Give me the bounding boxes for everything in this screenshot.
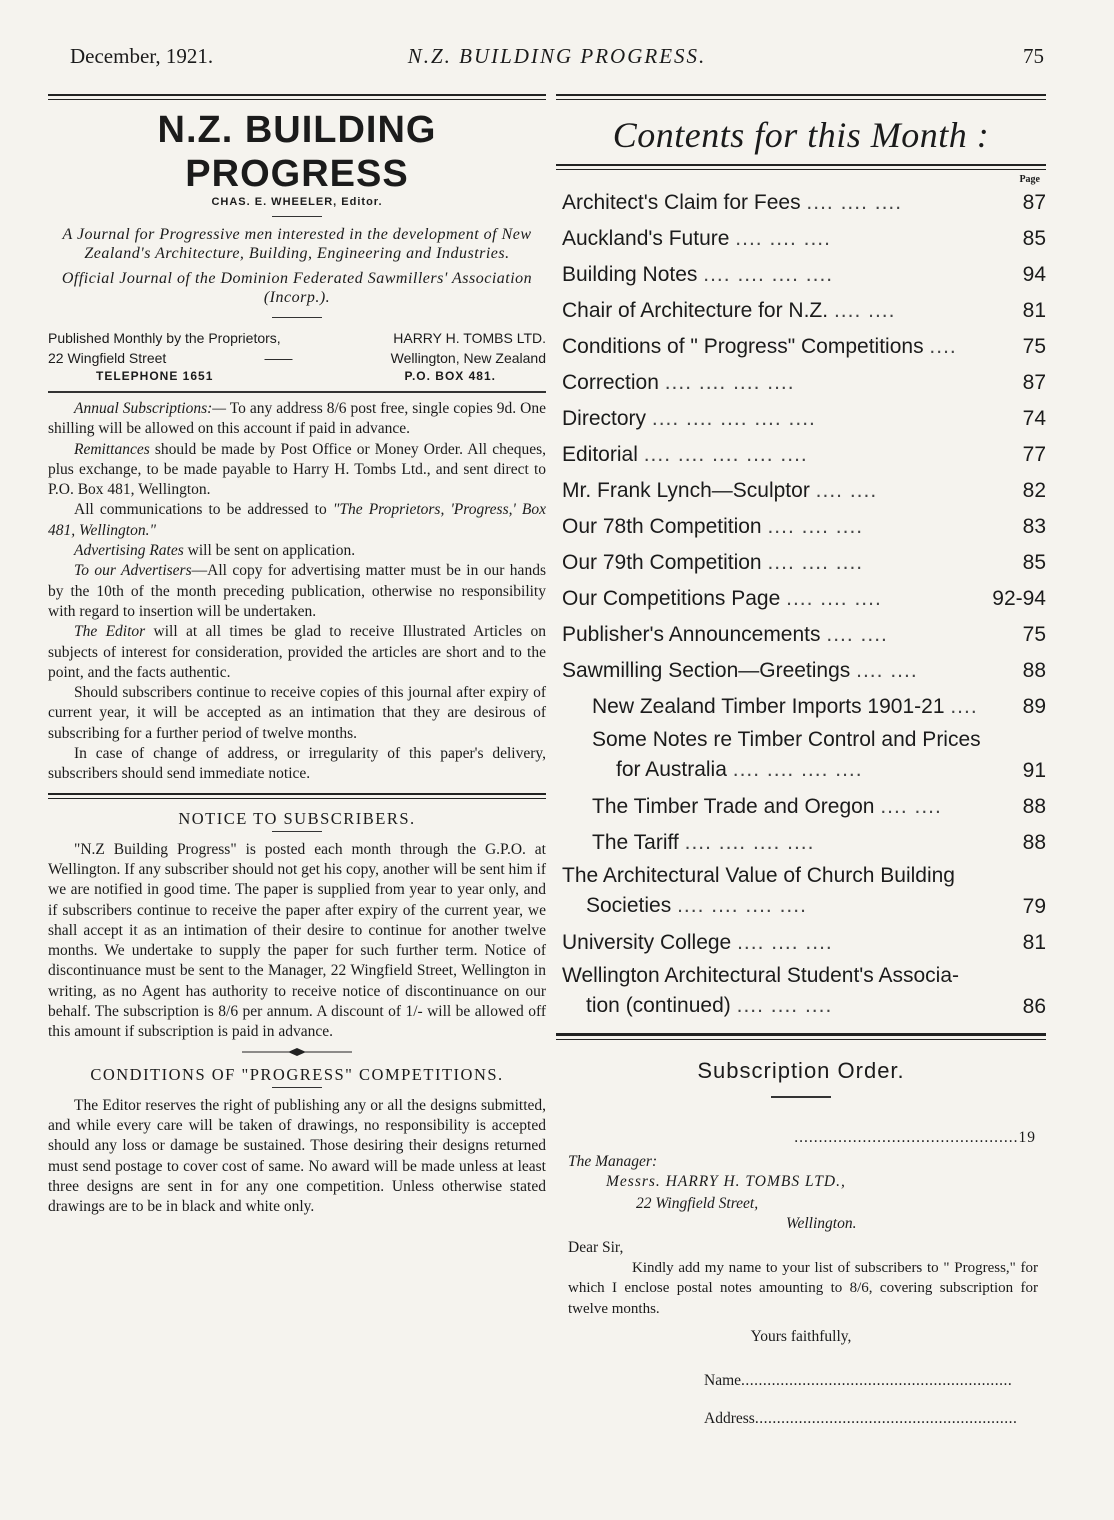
diamond-rule-icon — [242, 1047, 352, 1057]
entry-title-text: The Architectural Value of Church Building — [562, 864, 955, 887]
addressee-street: 22 Wingfield Street, — [636, 1195, 759, 1212]
entry-leader-dots: .... — [950, 695, 978, 718]
contents-entry — [556, 689, 1046, 725]
contents-entry — [556, 825, 1046, 861]
contents-entry-page: 77 — [1022, 443, 1046, 466]
journal-tagline: A Journal for Progressive men interested in the development of New Zealand's Architecture, Building, Engineering and Industries. — [62, 226, 532, 262]
advertising-text: will be sent on application. — [183, 542, 356, 560]
publisher-city: Wellington, New Zealand — [390, 350, 546, 366]
contents-entry — [556, 221, 1046, 257]
contents-entry-title — [562, 221, 990, 257]
contents-entry-page: 85 — [1022, 227, 1046, 250]
publisher-street: 22 Wingfield Street — [48, 350, 167, 366]
contents-entry-title — [562, 653, 990, 689]
contents-entry — [556, 437, 1046, 473]
contents-entry-title — [562, 961, 990, 1021]
entry-leader-dots: .... .... .... — [767, 551, 864, 574]
entry-leader-dots: .... .... .... — [735, 227, 831, 250]
entry-title-text: Our Competitions Page — [562, 587, 781, 610]
contents-entry-page: 75 — [1022, 623, 1046, 646]
contents-entry-page: 81 — [1022, 299, 1046, 322]
communications-paragraph — [48, 500, 546, 541]
entry-leader-dots: .... .... .... — [736, 994, 833, 1017]
running-head — [70, 44, 1044, 74]
editor-credit: CHAS. E. WHEELER, Editor. — [211, 196, 383, 208]
publisher-line — [48, 328, 546, 348]
telephone: TELEPHONE 1651 — [96, 369, 214, 383]
contents-entry-page: 75 — [1022, 335, 1046, 358]
contents-entry — [556, 257, 1046, 293]
entry-leader-dots: .... .... .... .... — [684, 831, 815, 854]
contents-top-rule — [556, 94, 1046, 100]
entry-title-text: Directory — [562, 407, 647, 430]
subscription-form — [556, 1128, 1046, 1429]
name-label: Name — [704, 1371, 742, 1389]
entry-leader-dots: .... .... .... — [806, 191, 903, 214]
contents-entry — [556, 401, 1046, 437]
entry-title-text: Chair of Architecture for N.Z. — [562, 299, 829, 322]
entry-leader-dots: .... .... — [833, 299, 896, 322]
renewal-paragraph: Should subscribers continue to receive copies of this journal after expiry of current year, it will be accepted as an intimation that they are desirous of subscribing for a further period of twelve months. — [48, 684, 546, 742]
contents-entry-page: 79 — [1022, 895, 1046, 918]
entry-leader-dots: .... .... — [815, 479, 878, 502]
contents-entry-page: 87 — [1022, 371, 1046, 394]
contents-entry — [556, 581, 1046, 617]
date-line: ..............................................19 — [794, 1129, 1036, 1146]
contents-entry-title — [562, 293, 990, 329]
journal-running-title: N.Z. BUILDING PROGRESS. — [407, 44, 707, 68]
contents-entry-page: 88 — [1022, 831, 1046, 854]
contents-entry — [556, 545, 1046, 581]
communications-address: "The Proprietors, 'Progress,' Box 481, Wellington." — [48, 501, 547, 539]
entry-title-text: Some Notes re Timber Control and Prices — [592, 728, 981, 751]
contents-entry — [556, 185, 1046, 221]
contents-entry-page: 83 — [1022, 515, 1046, 538]
advertisers-paragraph — [48, 561, 546, 622]
subscriptions-paragraph — [48, 399, 546, 440]
contents-entry-title — [562, 257, 990, 293]
contents-list — [556, 185, 1046, 1025]
entry-title-continuation: Societies — [586, 894, 672, 917]
contents-entry — [556, 473, 1046, 509]
contents-entry — [556, 925, 1046, 961]
entry-title-continuation: for Australia — [616, 758, 727, 781]
entry-title-text: Auckland's Future — [562, 227, 730, 250]
entry-title-text: Building Notes — [562, 263, 698, 286]
entry-leader-dots: .... .... .... .... — [703, 263, 834, 286]
contents-entry-page: 81 — [1022, 931, 1046, 954]
entry-title-text: Editorial — [562, 443, 638, 466]
contents-entry — [556, 861, 1046, 925]
contents-entry-page: 74 — [1022, 407, 1046, 430]
entry-leader-dots: .... .... — [826, 623, 888, 646]
divider — [272, 216, 322, 217]
contents-entry-title — [562, 925, 990, 961]
divider — [272, 831, 322, 832]
contents-entry-page: 86 — [1022, 995, 1046, 1018]
official-journal-note: Official Journal of the Dominion Federated Sawmillers' Association (Incorp.). — [61, 270, 533, 306]
right-column — [556, 94, 1046, 1429]
divider — [272, 1087, 322, 1088]
contents-entry — [556, 725, 1046, 789]
address-change-paragraph: In case of change of address, or irregularity of this paper's delivery, subscribers should send immediate notice. — [48, 745, 546, 783]
contents-entry-title — [562, 509, 990, 545]
contents-entry-title — [562, 329, 990, 365]
contents-entry — [556, 789, 1046, 825]
entry-leader-dots: .... .... — [880, 795, 942, 818]
entry-title-text: New Zealand Timber Imports 1901-21 — [592, 695, 945, 718]
divider — [771, 1096, 831, 1098]
editor-text: will at all times be glad to receive Illustrated Articles on subjects of interest for consideration, provided the articles are short and to the point, and the facts authentic. — [48, 623, 547, 681]
section-rule — [48, 793, 546, 799]
contents-entry-page: 85 — [1022, 551, 1046, 574]
masthead-title: N.Z. BUILDING PROGRESS — [157, 109, 437, 195]
remittances-text: should be made by Post Office or Money Order. All cheques, plus exchange, to be made payable to Harry H. Tombs Ltd., and sent direct to P.O. Box 481, Wellington. — [48, 440, 546, 499]
conditions-heading: CONDITIONS OF "PROGRESS" COMPETITIONS. — [90, 1064, 504, 1084]
remittances-lead: Remittances — [74, 440, 150, 458]
communications-text: All communications to be addressed to — [74, 501, 333, 519]
addressee-label: The Manager: — [568, 1153, 658, 1170]
address-dash: —— — [264, 350, 293, 366]
entry-leader-dots: .... .... .... .... — [732, 758, 863, 781]
contents-entry-page: 89 — [1022, 695, 1046, 718]
advertising-paragraph — [48, 541, 546, 561]
publisher-name: HARRY H. TOMBS LTD. — [393, 330, 546, 346]
entry-leader-dots: .... .... — [856, 659, 918, 682]
contents-entry-title — [562, 185, 990, 221]
addressee-city: Wellington. — [786, 1215, 857, 1232]
entry-title-text: The Timber Trade and Oregon — [592, 795, 875, 818]
advertisers-text: —All copy for advertising matter must be in our hands by the 10th of the month preceding publication, otherwise no responsibility with regard to insertion will be undertaken. — [48, 562, 546, 620]
entry-title-text: Correction — [562, 371, 659, 394]
editor-paragraph — [48, 622, 546, 683]
advertising-lead: Advertising Rates — [74, 542, 184, 560]
issue-date: December, 1921. — [70, 44, 214, 68]
contents-entry-title — [592, 689, 990, 725]
salutation: Dear Sir, — [568, 1239, 624, 1256]
contents-entry — [556, 509, 1046, 545]
contents-entry-page: 88 — [1022, 795, 1046, 818]
page-number: 75 — [1023, 44, 1044, 68]
contents-entry-page: 91 — [1022, 759, 1046, 782]
order-body: Kindly add my name to your list of subscribers to " Progress," for which I enclose postal notes amounting to 8/6, covering subscription for twelve months. — [568, 1260, 1038, 1317]
entry-leader-dots: .... .... .... .... .... — [651, 407, 816, 430]
contents-entry — [556, 329, 1046, 365]
page-column-header: Page — [1019, 174, 1040, 185]
entry-title-text: Wellington Architectural Student's Associa- — [562, 964, 959, 987]
contents-bottom-rule — [556, 1033, 1046, 1040]
entry-title-text: Our 79th Competition — [562, 551, 762, 574]
entry-leader-dots: .... .... .... — [737, 931, 833, 954]
entry-leader-dots: .... .... .... .... — [664, 371, 795, 394]
contents-entry-title — [592, 725, 990, 785]
entry-title-text: Sawmilling Section—Greetings — [562, 659, 851, 682]
entry-title-text: Mr. Frank Lynch—Sculptor — [562, 479, 810, 502]
divider — [272, 317, 322, 318]
advertisers-lead: To our Advertisers — [74, 562, 192, 580]
contents-entry-title — [562, 401, 990, 437]
contents-entry-page: 87 — [1022, 191, 1046, 214]
closing: Yours faithfully, — [750, 1327, 852, 1345]
entry-title-text: University College — [562, 931, 732, 954]
contents-entry-page: 94 — [1022, 263, 1046, 286]
contents-entry-title — [592, 825, 990, 861]
subscriptions-lead: Annual Subscriptions:— — [74, 400, 227, 417]
contents-entry-title — [562, 545, 990, 581]
po-box: P.O. BOX 481. — [404, 369, 496, 383]
contents-title-rule — [556, 164, 1046, 170]
contents-entry — [556, 365, 1046, 401]
address-label: Address — [704, 1409, 755, 1427]
entry-leader-dots: .... .... .... — [767, 515, 864, 538]
published-label: Published Monthly by the Proprietors, — [48, 330, 281, 346]
divider — [48, 391, 546, 393]
editor-lead: The Editor — [74, 623, 146, 641]
subscriptions-text: To any address 8/6 post free, single copies 9d. One shilling will be allowed on this account if paid in advance. — [48, 400, 546, 438]
contents-entry-page: 92-94 — [992, 587, 1046, 610]
entry-leader-dots: .... .... .... .... — [677, 894, 807, 917]
publisher-address — [48, 348, 546, 368]
entry-leader-dots: .... — [929, 335, 957, 358]
contents-entry — [556, 293, 1046, 329]
contents-entry-title — [562, 473, 990, 509]
entry-leader-dots: .... .... .... — [786, 587, 882, 610]
masthead-top-rule — [48, 94, 546, 100]
contents-entry-title — [562, 365, 990, 401]
address-line — [556, 1409, 1046, 1429]
conditions-body: The Editor reserves the right of publishing any or all the designs submitted, and while every care will be taken of drawings, no responsibility is accepted should any loss or damage be sustained. Those desiring their designs returned must send postage to cover cost of same. No award will be made unless at least three designs are sent in for any one competition. Unless otherwise stated drawings are to be in black and white only. — [48, 1096, 546, 1216]
notice-body: "N.Z Building Progress" is posted each month through the G.P.O. at Wellington. If any subscriber should not get his copy, another will be sent him if we are notified in good time. The paper is supplied from year to year only, and if subscribers continue to receive the paper after expiry of the current year, we shall accept it as an intimation of their desire to continue for another twelve months. We undertake to supply the paper for such further term. Notice of discontinuance must be sent to the Manager, 22 Wingfield Street, Wellington in writing, as no Agent has authority to receive notice of discontinuance on our behalf. The subscription is 8/6 per annum. A discount of 1/- will be allowed off this amount if subscription is paid in advance. — [48, 840, 546, 1041]
contents-entry — [556, 961, 1046, 1025]
subscription-order-title: Subscription Order. — [697, 1058, 905, 1083]
remittances-paragraph — [48, 440, 546, 501]
contact-line — [48, 368, 546, 385]
contents-entry-title — [592, 789, 990, 825]
entry-title-text: Publisher's Announcements — [562, 623, 821, 646]
entry-leader-dots: .... .... .... .... .... — [643, 443, 808, 466]
contents-entry — [556, 617, 1046, 653]
contents-entry-page: 88 — [1022, 659, 1046, 682]
name-line — [556, 1371, 1046, 1391]
entry-title-text: The Tariff — [592, 831, 679, 854]
entry-title-text: Conditions of " Progress" Competitions — [562, 335, 924, 358]
notice-heading: NOTICE TO SUBSCRIBERS. — [178, 808, 416, 828]
addressee-firm: Messrs. HARRY H. TOMBS LTD., — [606, 1173, 846, 1190]
contents-entry — [556, 653, 1046, 689]
address-fill-line: ............................................................ — [754, 1409, 1018, 1427]
contents-entry-title — [562, 617, 990, 653]
entry-title-text: Our 78th Competition — [562, 515, 762, 538]
name-fill-line: .............................................................. — [741, 1371, 1013, 1389]
entry-title-continuation: tion (continued) — [586, 994, 731, 1017]
entry-title-text: Architect's Claim for Fees — [562, 191, 801, 214]
contents-entry-title — [562, 581, 990, 617]
contents-entry-page: 82 — [1022, 479, 1046, 502]
ornament-divider — [48, 1047, 546, 1059]
contents-entry-title — [562, 437, 990, 473]
contents-title: Contents for this Month : — [612, 115, 990, 155]
contents-entry-title — [562, 861, 990, 921]
left-column — [48, 94, 546, 1217]
